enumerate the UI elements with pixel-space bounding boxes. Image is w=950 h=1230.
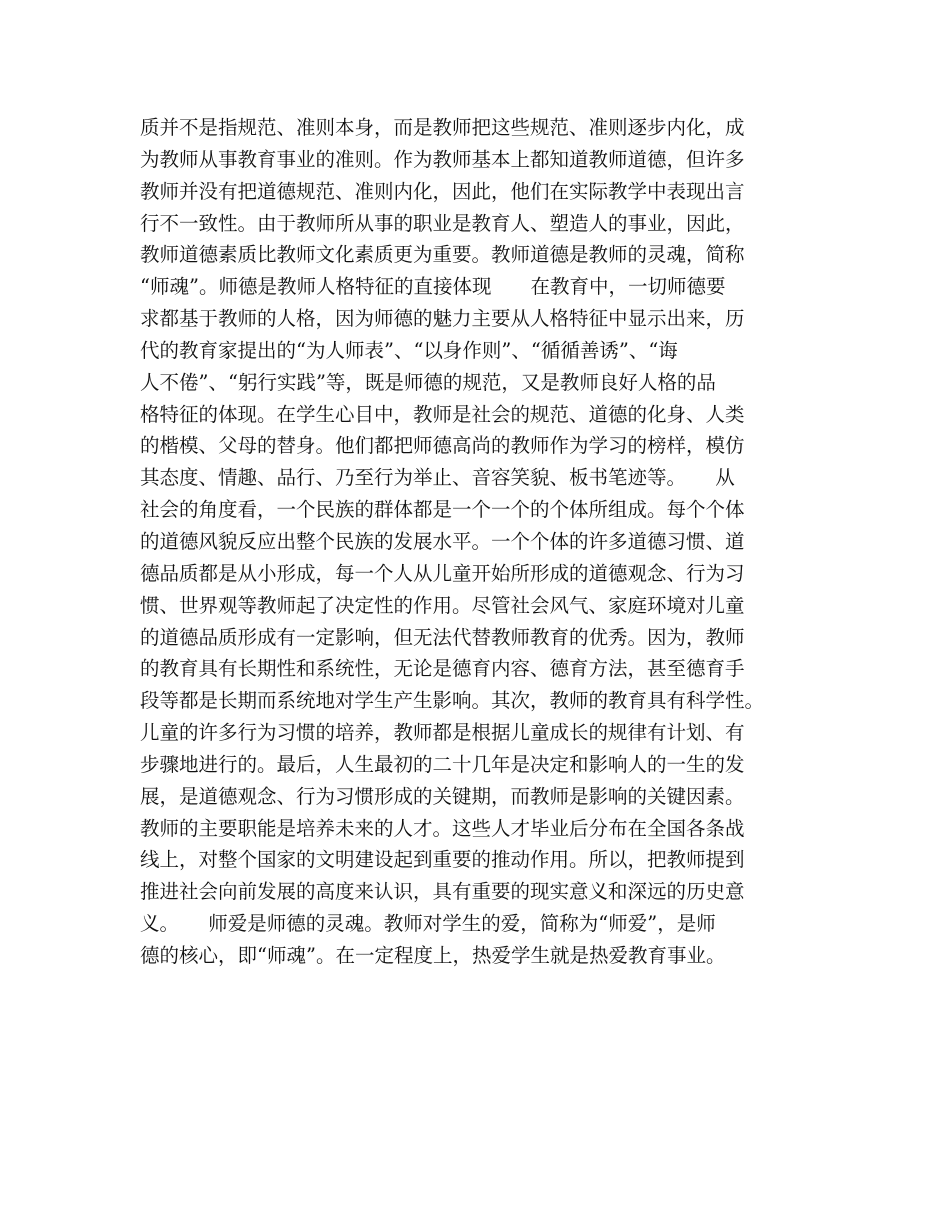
- text-line: 步骤地进行的。最后，人生最初的二十几年是决定和影响人的一生的发: [140, 752, 745, 776]
- text-line: 义。 师爱是师德的灵魂。教师对学生的爱，简称为“师爱”，是师: [140, 912, 716, 936]
- text-line: 社会的角度看，一个民族的群体都是一个一个的个体所组成。每个个体: [140, 498, 745, 522]
- text-line: 展，是道德观念、行为习惯形成的关键期，而教师是影响的关键因素。: [140, 784, 745, 808]
- text-line: 其态度、情趣、品行、乃至行为举止、音容笑貌、板书笔迹等。 从: [140, 466, 735, 490]
- text-line: 德品质都是从小形成，每一个人从儿童开始所形成的道德观念、行为习: [140, 561, 745, 585]
- text-line: 德的核心，即“师魂”。在一定程度上，热爱学生就是热爱教育事业。: [140, 943, 726, 967]
- text-line: 教师的主要职能是培养未来的人才。这些人才毕业后分布在全国各条战: [140, 816, 745, 840]
- text-line: 为教师从事教育事业的准则。作为教师基本上都知道教师道德，但许多: [140, 147, 745, 171]
- text-line: 推进社会向前发展的高度来认识，具有重要的现实意义和深远的历史意: [140, 880, 745, 904]
- text-line: 的楷模、父母的替身。他们都把师德高尚的教师作为学习的榜样，模仿: [140, 434, 745, 458]
- text-line: 教师并没有把道德规范、准则内化，因此，他们在实际教学中表现出言: [140, 179, 745, 203]
- text-line: 教师道德素质比教师文化素质更为重要。教师道德是教师的灵魂，简称: [140, 243, 745, 267]
- text-line: 的道德风貌反应出整个民族的发展水平。一个个体的许多道德习惯、道: [140, 529, 745, 553]
- text-line: 儿童的许多行为习惯的培养，教师都是根据儿童成长的规律有计划、有: [140, 721, 745, 745]
- text-line: 求都基于教师的人格，因为师德的魅力主要从人格特征中显示出来，历: [140, 307, 745, 331]
- text-line: 行不一致性。由于教师所从事的职业是教育人、塑造人的事业，因此，: [140, 211, 745, 235]
- text-line: 人不倦”、“躬行实践”等，既是师德的规范，又是教师良好人格的品: [140, 370, 716, 394]
- text-line: 惯、世界观等教师起了决定性的作用。尽管社会风气、家庭环境对儿童: [140, 593, 745, 617]
- text-line: 段等都是长期而系统地对学生产生影响。其次，教师的教育具有科学性。: [140, 689, 765, 713]
- text-line: “师魂”。师德是教师人格特征的直接体现 在教育中，一切师德要: [140, 275, 726, 299]
- text-line: 代的教育家提出的“为人师表”、“以身作则”、“循循善诱”、“诲: [140, 338, 678, 362]
- text-line: 格特征的体现。在学生心目中，教师是社会的规范、道德的化身、人类: [140, 402, 745, 426]
- text-line: 的教育具有长期性和系统性，无论是德育内容、德育方法，甚至德育手: [140, 657, 745, 681]
- text-line: 线上，对整个国家的文明建设起到重要的推动作用。所以，把教师提到: [140, 848, 745, 872]
- text-line: 的道德品质形成有一定影响，但无法代替教师教育的优秀。因为，教师: [140, 625, 745, 649]
- text-line: 质并不是指规范、准则本身，而是教师把这些规范、准则逐步内化，成: [140, 116, 745, 139]
- body-text: [140, 112, 840, 972]
